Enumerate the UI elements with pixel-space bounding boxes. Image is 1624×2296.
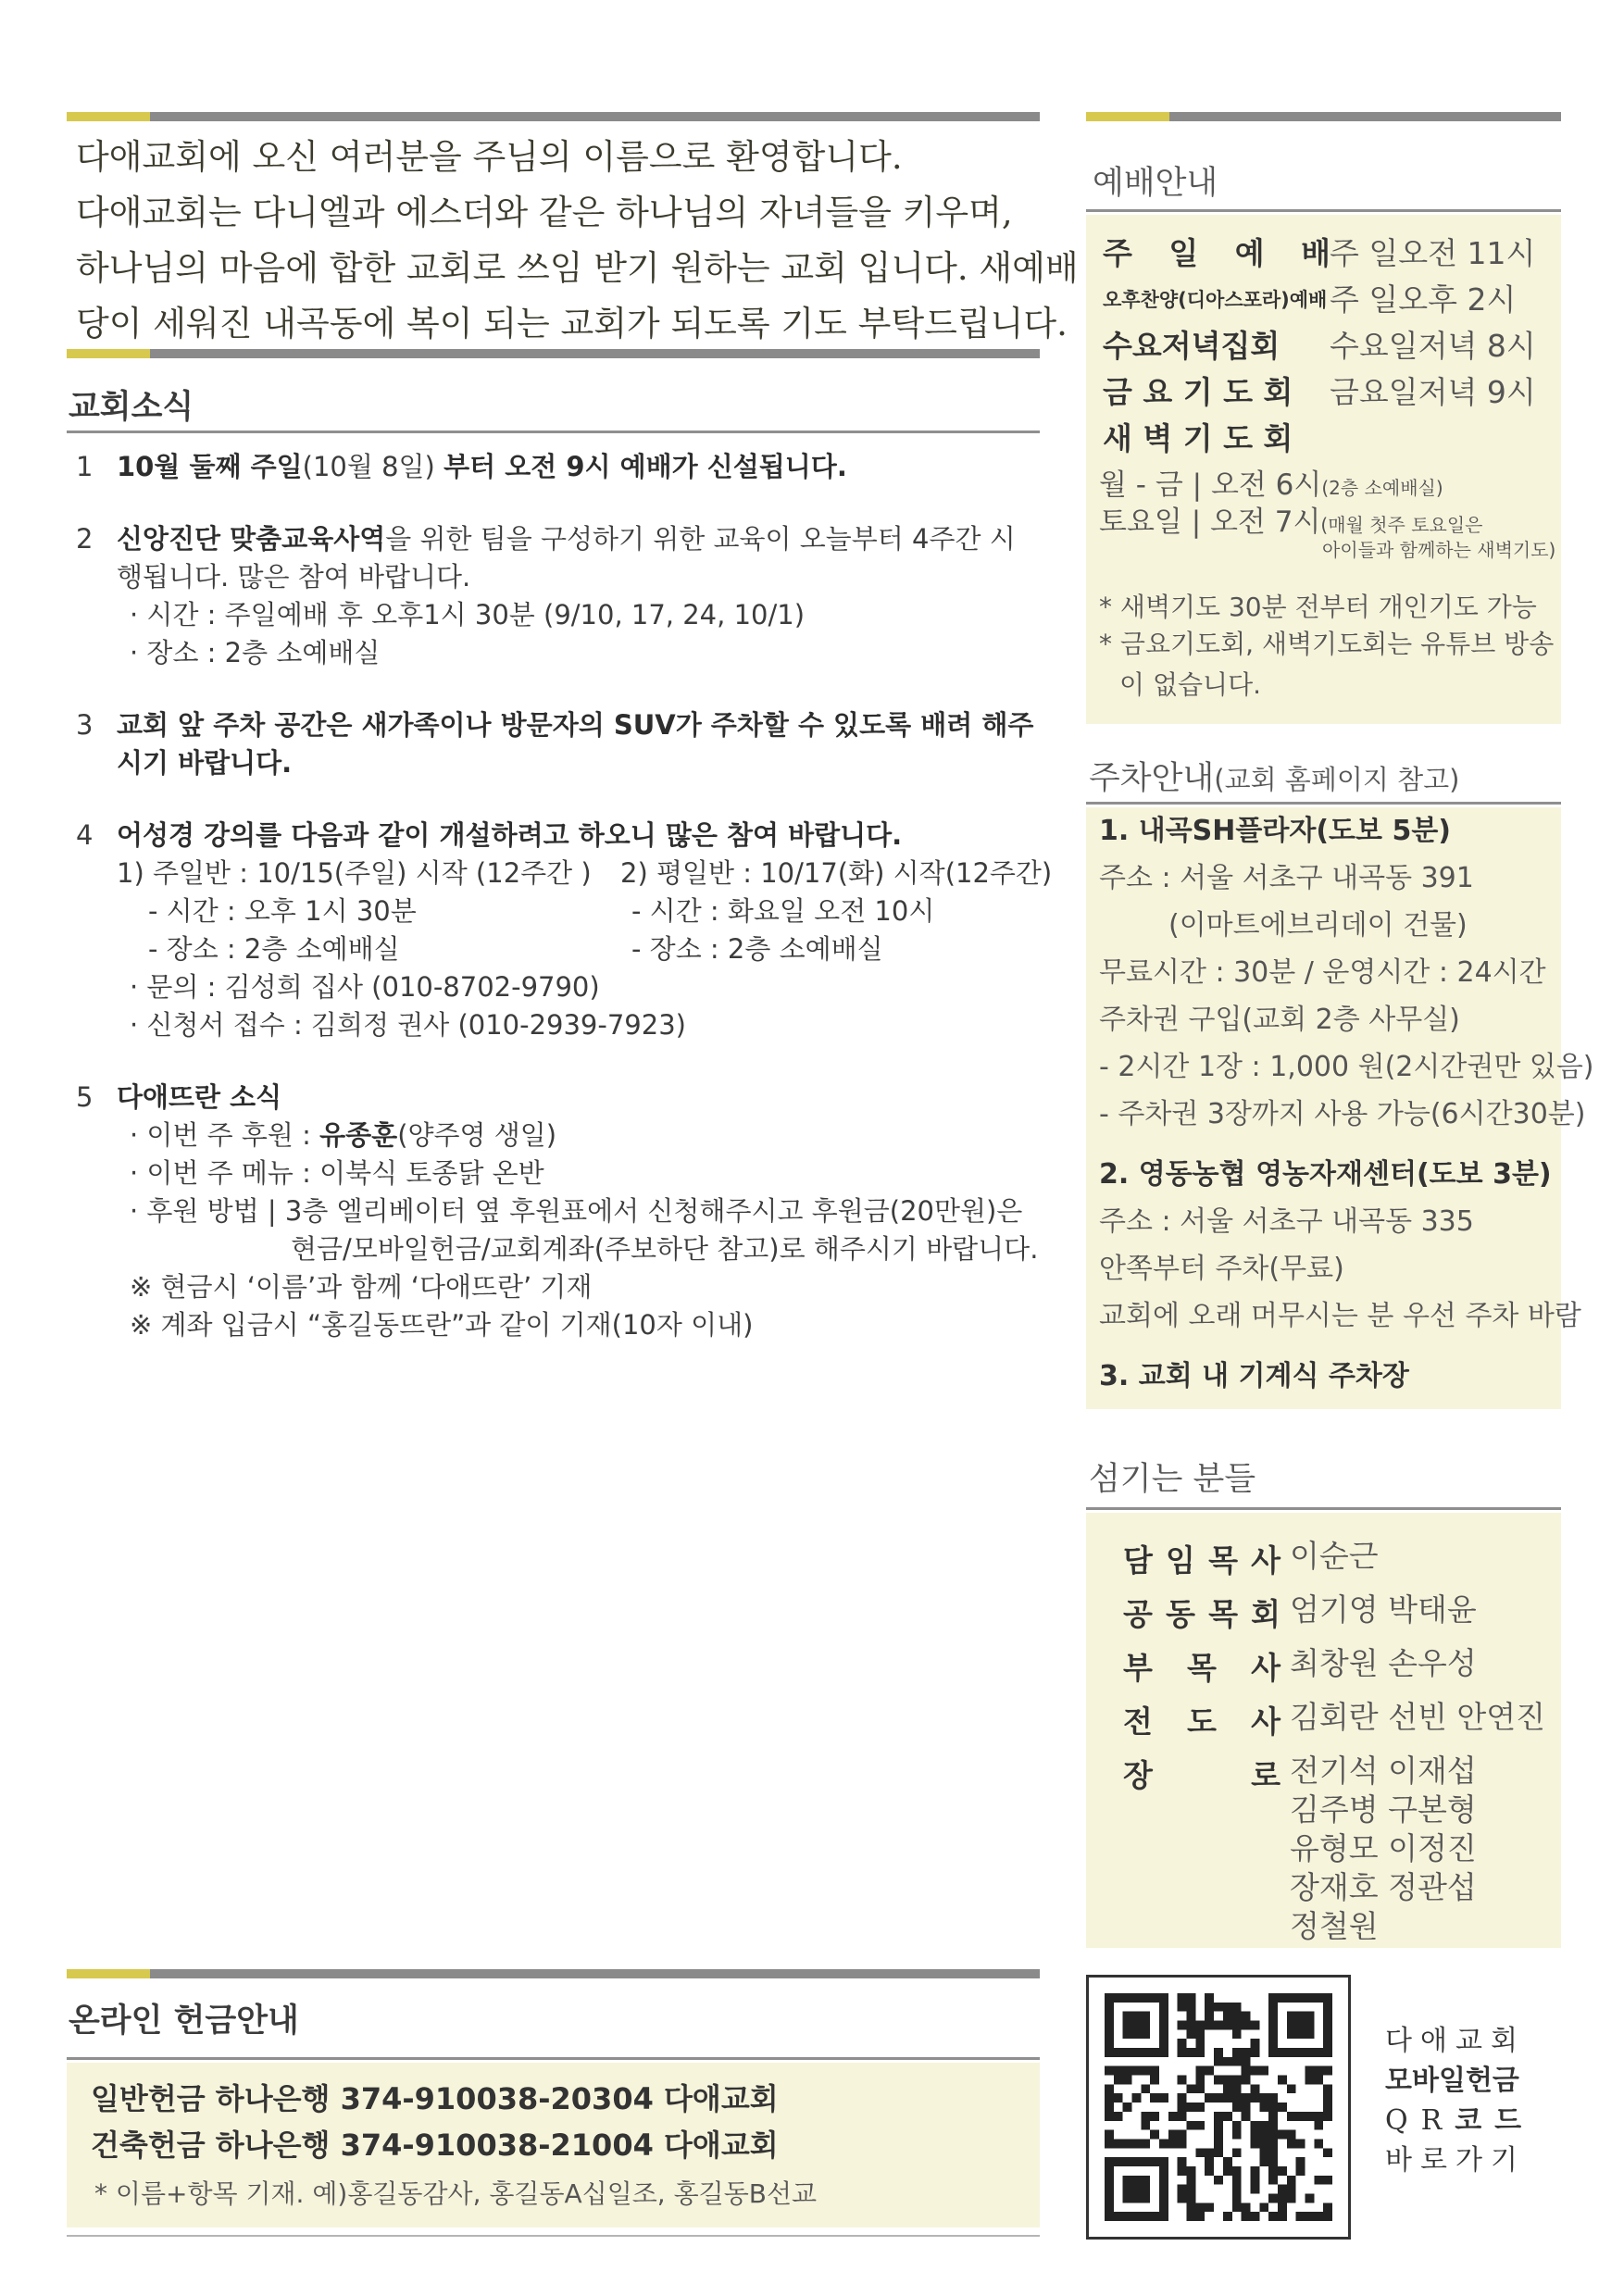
dawn-weekday-note: (2층 소예배실) [1321,477,1443,499]
parking-panel [1086,807,1594,1409]
staff-names: 엄기영 박태윤 [1290,1591,1477,1628]
news-item-3-line2: 시기 바랍니다. [117,747,293,779]
parking-rule [1086,802,1561,805]
news-item-number: 1 [76,451,94,482]
qr-code-image [1105,1993,1332,2221]
news-item-2-text: 을 위한 팀을 구성하기 위한 교육이 오늘부터 4주간 시 [385,523,1016,555]
class-weekday: 2) 평일반 : 10/17(화) 시작(12주간) [620,857,1053,889]
sponsor-note: (양주영 생일) [397,1119,557,1151]
worship-time: 수요일저녁 8시 [1330,328,1536,364]
top-bar-right [1086,112,1561,121]
qr-caption-line2: 모바일헌금 [1385,2065,1519,2097]
staff-panel [1086,1513,1561,1948]
dawn-saturday-time: 토요일 | 오전 7시 [1099,505,1321,539]
online-bottom-rule [67,2235,1040,2237]
class-sunday: 1) 주일반 : 10/15(주일) 시작 (12주간 ) [117,857,592,889]
worship-time: 주 일오전 11시 [1330,235,1536,271]
news-item-2-line2: 행됩니다. 많은 참여 바랍니다. [117,561,471,593]
qr-caption-qr: QR [1385,2104,1455,2137]
news-item-1 [76,448,1039,486]
parking-1-price: - 2시간 1장 : 1,000 원(2시간권만 있음) [1099,1051,1594,1083]
worship-label: 금 요 기 도 회 [1103,374,1293,410]
method-line2: 현금/모바일헌금/교회계좌(주보하단 참고)로 해주시기 바랍니다. [291,1233,1039,1265]
worship-title: 예배안내 [1093,165,1218,202]
news-item-number: 5 [76,1081,94,1113]
dawn-saturday [1099,498,1482,540]
news-item-1-text: 부터 오전 9시 예배가 신설됩니다. [443,451,847,482]
parking-2-address: 주소 : 서울 서초구 내곡동 335 [1099,1205,1474,1238]
news-title: 교회소식 [69,389,194,426]
news-item-4 [76,817,1053,1044]
welcome-divider [67,349,1040,358]
news-item-2 [76,520,1039,672]
note-line1: ※ 현금시 ‘이름’과 함께 ‘다애뜨란’ 기재 [130,1271,593,1303]
news-item-number: 4 [76,819,94,851]
method-line1: · 후원 방법 | 3층 엘리베이터 옆 후원표에서 신청해주시고 후원금(20만원)은 [130,1195,1023,1227]
dawn-weekday-time: 월 - 금 | 오전 6시 [1099,468,1322,502]
worship-panel [1086,215,1561,724]
staff-role: 장 로 [1123,1757,1280,1793]
worship-time: 금요일저녁 9시 [1330,374,1536,410]
parking-1-title: 1. 내곡SH플라자(도보 5분) [1099,815,1452,847]
dawn-saturday-note2: 아이들과 함께하는 새벽기도) [1322,539,1556,561]
note-line2: ※ 계좌 입금시 “홍길동뜨란”과 같이 기재(10자 이내) [130,1309,754,1341]
qr-code[interactable] [1086,1975,1351,2240]
welcome-line: 다애교회는 다니엘과 에스더와 같은 하나님의 자녀들을 키우며, [76,193,1013,232]
news-item-2-place: · 장소 : 2층 소예배실 [130,637,381,668]
online-panel [67,2063,1040,2227]
staff-names: 최창원 손우성 [1290,1645,1477,1681]
parking-2-title: 2. 영동농협 영농자재센터(도보 3분) [1099,1158,1552,1191]
staff-role: 공 동 목 회 [1123,1596,1280,1632]
news-item-3-line1: 교회 앞 주차 공간은 새가족이나 방문자의 SUV가 주차할 수 있도록 배려 해주 [117,709,1034,741]
sponsor-name: 유종훈 [319,1119,398,1151]
parking-1-building: (이마트에브리데이 건물) [1168,909,1468,942]
parking-title [1089,753,1459,799]
menu-line: · 이번 주 메뉴 : 이북식 토종닭 온반 [130,1157,544,1189]
dawn-weekday [1099,461,1443,503]
news-item-2-highlight: 신앙진단 맞춤교육사역 [117,523,386,555]
qr-caption-line1: 다애교회 [1385,2025,1526,2057]
staff-role: 부 목 사 [1123,1650,1280,1686]
top-bar-left [67,112,1040,121]
class-weekday-place: - 장소 : 2층 소예배실 [631,933,883,965]
worship-label: 수요저녁집회 [1103,328,1280,364]
dawn-saturday-note: (매월 첫주 토요일은 [1320,514,1483,536]
staff-names: 전기석 이재섭 김주병 구본형 유형모 이정진 장재호 정관섭 정철원 [1290,1753,1477,1944]
worship-label: 오후찬양(디아스포라)예배 [1103,289,1328,311]
news-item-3 [76,706,1039,782]
online-bar [67,1969,1040,1978]
staff-role: 전 도 사 [1123,1703,1280,1740]
staff-names: 김회란 선빈 안연진 [1290,1699,1546,1735]
news-item-4-contact: · 문의 : 김성희 집사 (010-8702-9790) [130,971,600,1003]
news-item-5 [76,1079,1039,1344]
welcome-message [76,130,1079,352]
general-offering-account: 일반헌금 하나은행 374-910038-20304 다애교회 [91,2081,779,2116]
parking-title-sub: (교회 홈페이지 참고) [1214,764,1460,795]
parking-1-address: 주소 : 서울 서초구 내곡동 391 [1099,862,1474,894]
class-sunday-place: - 장소 : 2층 소예배실 [148,933,400,965]
class-sunday-time: - 시간 : 오후 1시 30분 [148,895,417,927]
news-list [76,448,1053,1379]
parking-1-ticket: 주차권 구입(교회 2층 사무실) [1099,1004,1460,1036]
news-item-1-date: (10월 8일) [302,451,444,482]
building-offering-account: 건축헌금 하나은행 374-910038-21004 다애교회 [91,2128,779,2163]
online-title: 온라인 헌금안내 [69,2003,299,2040]
online-note: * 이름+항목 기재. 예)홍길동감사, 홍길동A십일조, 홍길동B선교 [94,2178,818,2209]
news-item-4-apply: · 신청서 접수 : 김희정 권사 (010-2939-7923) [130,1009,686,1041]
news-item-1-highlight: 10월 둘째 주일 [117,451,303,482]
welcome-line: 하나님의 마음에 합한 교회로 쓰임 받기 원하는 교회 입니다. 새예배 [76,248,1079,288]
qr-caption-code: 코드 [1455,2104,1535,2137]
parking-title-main: 주차안내 [1089,760,1215,797]
news-item-2-time: · 시간 : 주일예배 후 오후1시 30분 (9/10, 17, 24, 10/1) [130,599,806,630]
worship-note: * 새벽기도 30분 전부터 개인기도 가능 [1099,592,1537,622]
staff-role: 담 임 목 사 [1123,1542,1280,1578]
worship-note: 이 없습니다. [1119,669,1262,700]
online-rule [67,2057,1040,2060]
qr-caption-line4: 바로가기 [1385,2144,1526,2177]
parking-2-priority: 교회에 오래 머무시는 분 우선 주차 바람 [1099,1300,1581,1332]
welcome-line: 당이 세워진 내곡동에 복이 되는 교회가 되도록 기도 부탁드립니다. [76,304,1068,343]
qr-caption [1385,2021,1534,2180]
news-item-number: 3 [76,709,94,741]
class-weekday-time: - 시간 : 화요일 오전 10시 [631,895,935,927]
staff-title: 섬기는 분들 [1089,1461,1256,1498]
welcome-line: 다애교회에 오신 여러분을 주님의 이름으로 환영합니다. [76,137,903,177]
parking-2-note: 안쪽부터 주차(무료) [1099,1253,1344,1285]
news-item-5-title: 다애뜨란 소식 [117,1081,282,1113]
worship-time: 주 일오후 2시 [1330,281,1517,318]
parking-1-limit: - 주차권 3장까지 사용 가능(6시간30분) [1099,1098,1586,1130]
news-item-4-title: 어성경 강의를 다음과 같이 개설하려고 하오니 많은 참여 바랍니다. [117,819,903,851]
sponsor-label: · 이번 주 후원 : [130,1119,320,1151]
news-item-number: 2 [76,523,94,555]
parking-3-title: 3. 교회 내 기계식 주차장 [1099,1360,1409,1392]
staff-names: 이순근 [1290,1538,1379,1574]
worship-rule [1086,209,1561,212]
worship-label: 새 벽 기 도 회 [1103,420,1293,456]
staff-rule [1086,1507,1561,1510]
parking-1-free-time: 무료시간 : 30분 / 운영시간 : 24시간 [1099,956,1546,989]
worship-label: 주 일 예 배 [1103,235,1343,271]
worship-note: * 금요기도회, 새벽기도회는 유튜브 방송 [1099,629,1555,659]
news-title-rule [67,430,1040,433]
